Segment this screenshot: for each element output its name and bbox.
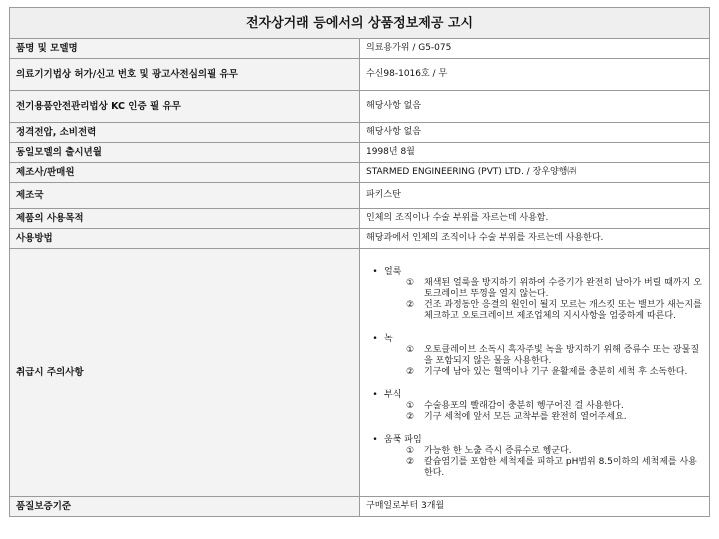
item-number: ② <box>406 299 415 310</box>
precaution-group-pitting <box>366 435 703 479</box>
table-row <box>10 39 710 59</box>
row-value-warranty: 구매일로부터 3개월 <box>360 497 710 517</box>
precaution-item <box>406 345 703 367</box>
precaution-heading: 움푹 파임 <box>384 434 422 445</box>
row-value-purpose: 인체의 조직이나 수술 부위를 자르는데 사용함. <box>360 209 710 229</box>
precaution-item <box>406 412 703 423</box>
row-value-release-date: 1998년 8월 <box>360 143 710 163</box>
row-label-warranty: 품질보증기준 <box>10 497 360 517</box>
item-number: ① <box>406 344 415 355</box>
item-number: ② <box>406 366 415 377</box>
bullet-marker: • <box>372 389 378 400</box>
item-number: ① <box>406 400 415 411</box>
row-value-rated-voltage: 해당사항 없음 <box>360 123 710 143</box>
table-row <box>10 183 710 209</box>
item-number: ② <box>406 456 415 467</box>
table-row <box>10 59 710 91</box>
table-row <box>10 163 710 183</box>
item-text: 가능한 한 노출 즉시 증류수로 헹군다. <box>424 445 572 456</box>
item-text: 오토클레이브 소독시 흑자주빛 녹을 방지하기 위해 증류수 또는 광물질을 포함되지 않은 물을 사용한다. <box>424 344 700 366</box>
precaution-heading: 부식 <box>384 389 402 400</box>
bullet-marker: • <box>372 333 378 344</box>
row-label-precautions: 취급시 주의사항 <box>10 249 360 497</box>
row-value-approval-number: 수신98-1016호 / 무 <box>360 59 710 91</box>
row-label-usage: 사용방법 <box>10 229 360 249</box>
item-text: 채색된 얼룩을 방지하기 위하여 수증기가 완전히 날아가 버릴 때까지 오토크레이브 뚜껑을 열지 않는다. <box>424 277 702 299</box>
precaution-group-rust <box>366 334 703 378</box>
title-row <box>10 8 710 39</box>
item-number: ① <box>406 445 415 456</box>
table-row-precautions <box>10 249 710 497</box>
item-number: ① <box>406 277 415 288</box>
precaution-item <box>406 457 703 479</box>
precaution-item <box>406 300 703 322</box>
item-text: 수술용포의 빨래감이 충분히 헹구어진 걸 사용한다. <box>424 400 624 411</box>
row-value-product-name: 의료용가위 / G5-075 <box>360 39 710 59</box>
notice-table <box>9 7 710 517</box>
table-row <box>10 143 710 163</box>
product-info-notice <box>9 7 710 517</box>
table-row <box>10 209 710 229</box>
bullet-marker: • <box>372 434 378 445</box>
table-row <box>10 229 710 249</box>
row-value-country: 파키스탄 <box>360 183 710 209</box>
row-value-usage: 해당과에서 인체의 조직이나 수술 부위를 자르는데 사용한다. <box>360 229 710 249</box>
bullet-marker: • <box>372 266 378 277</box>
precaution-item <box>406 367 703 378</box>
item-number: ② <box>406 411 415 422</box>
precaution-group-corrosion <box>366 390 703 423</box>
precaution-item <box>406 446 703 457</box>
row-label-release-date: 동일모델의 출시년월 <box>10 143 360 163</box>
row-label-kc-certification: 전기용품안전관리법상 KC 인증 필 유무 <box>10 91 360 123</box>
row-label-approval-number: 의료기기법상 허가/신고 번호 및 광고사전심의필 유무 <box>10 59 360 91</box>
item-text: 칼슘염기를 포함한 세척제를 피하고 pH범위 8.5이하의 세척제를 사용한다. <box>424 456 697 478</box>
precaution-item <box>406 401 703 412</box>
row-value-manufacturer: STARMED ENGINEERING (PVT) LTD. / 장우양행㈜ <box>360 163 710 183</box>
precaution-heading: 녹 <box>384 333 393 344</box>
table-row <box>10 91 710 123</box>
row-label-rated-voltage: 정격전압, 소비전력 <box>10 123 360 143</box>
table-row <box>10 123 710 143</box>
precaution-group-stain <box>366 267 703 322</box>
table-row <box>10 497 710 517</box>
item-text: 기구에 남아 있는 혈액이나 기구 윤활제를 충분히 세척 후 소독한다. <box>424 366 688 377</box>
row-label-purpose: 제품의 사용목적 <box>10 209 360 229</box>
precaution-item <box>406 278 703 300</box>
row-value-kc-certification: 해당사항 없음 <box>360 91 710 123</box>
row-label-manufacturer: 제조사/판매원 <box>10 163 360 183</box>
precaution-heading: 얼룩 <box>384 266 402 277</box>
item-text: 기구 세척에 앞서 모든 교착부를 완전히 열어주세요. <box>424 411 627 422</box>
item-text: 건조 과정동안 응결의 원인이 될지 모르는 개스킷 또는 밸브가 새는지를 체크하고 오토크레이브 제조업체의 지시사항을 엄중하게 따른다. <box>424 299 702 321</box>
notice-title: 전자상거래 등에서의 상품정보제공 고시 <box>10 8 710 39</box>
row-label-country: 제조국 <box>10 183 360 209</box>
precautions-content <box>360 249 710 497</box>
row-label-product-name: 품명 및 모델명 <box>10 39 360 59</box>
